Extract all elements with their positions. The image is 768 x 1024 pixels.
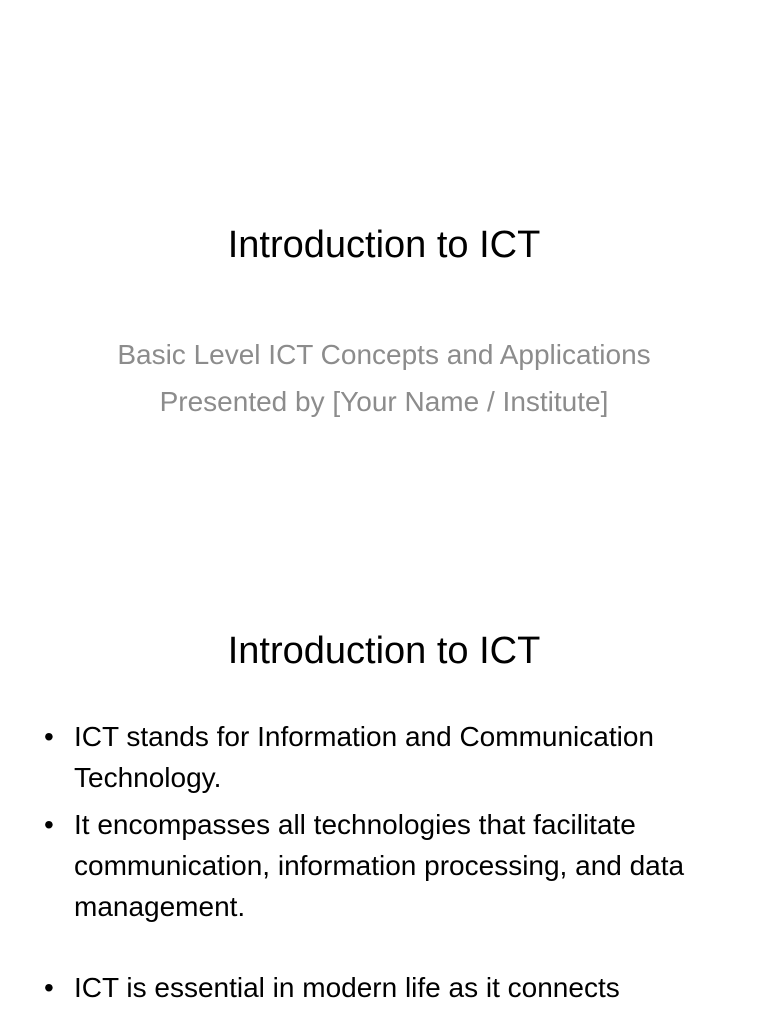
bullet-item	[38, 967, 738, 1008]
bullet-icon: •	[44, 809, 54, 840]
bullet-text: ICT is essential in modern life as it connects	[74, 972, 620, 1003]
bullet-item	[38, 804, 738, 927]
bullet-list	[38, 716, 738, 1014]
slide-title: Introduction to ICT	[227, 224, 541, 266]
slide-subtitle	[84, 334, 684, 422]
content-slide	[0, 576, 768, 1024]
subtitle-line-1: Basic Level ICT Concepts and Applications	[117, 339, 651, 370]
bullet-text: ICT stands for Information and Communication Technology.	[74, 721, 654, 793]
bullet-icon: •	[44, 972, 54, 1003]
bullet-text: It encompasses all technologies that facilitate communication, information processing, and data management.	[74, 809, 685, 922]
bullet-item	[38, 716, 738, 798]
slide-title: Introduction to ICT	[227, 630, 541, 672]
bullet-icon: •	[44, 721, 54, 752]
subtitle-line-2: Presented by [Your Name / Institute]	[159, 386, 609, 417]
